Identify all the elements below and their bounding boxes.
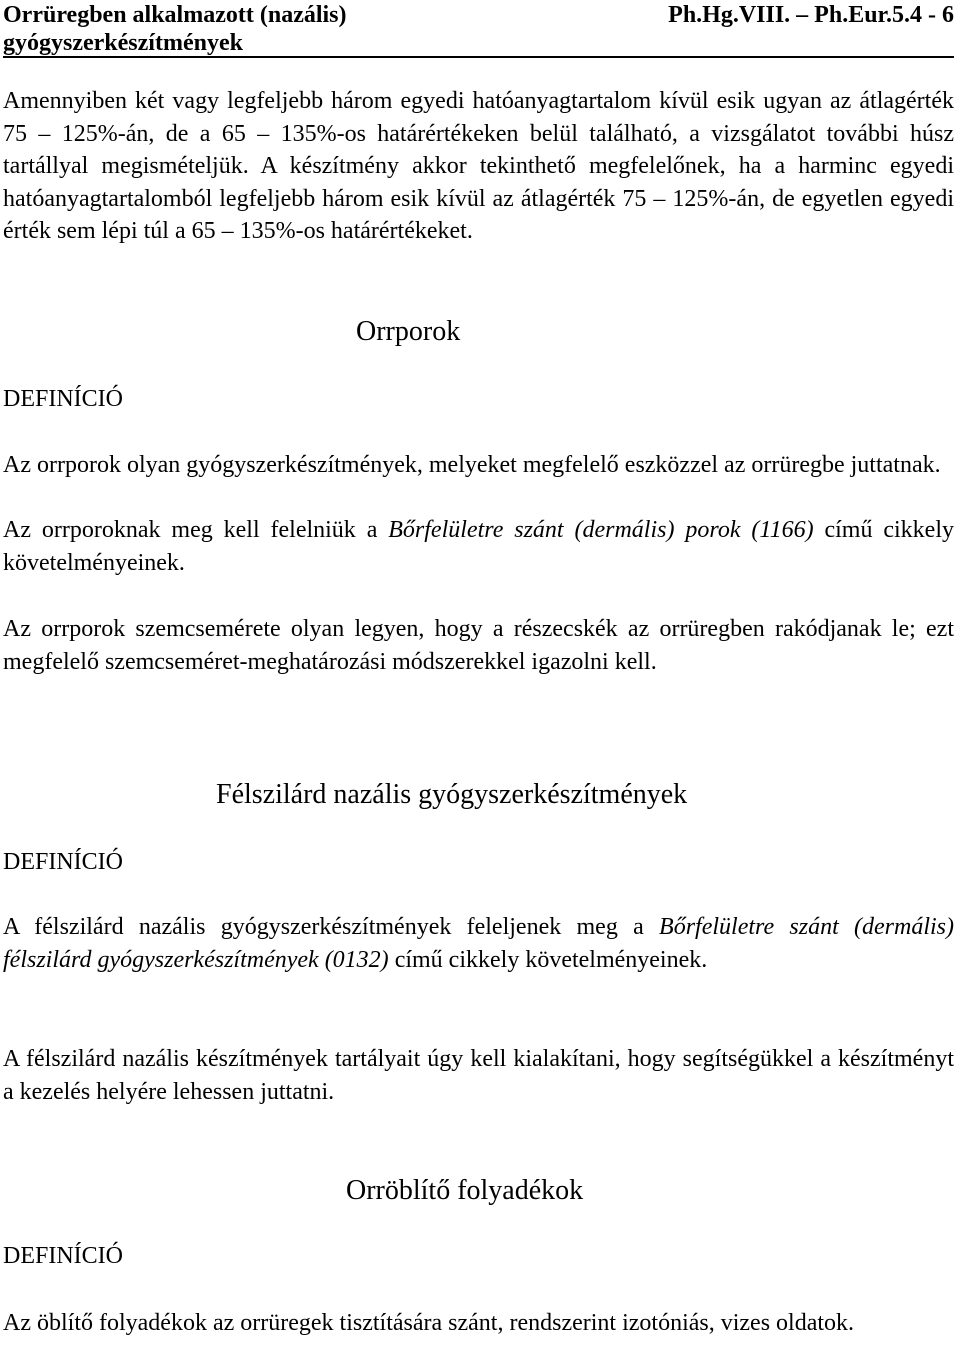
definition-label: DEFINÍCIÓ bbox=[3, 849, 123, 875]
orrporok-p2-text-end: című cikkely követelményeinek. bbox=[3, 517, 955, 576]
felszilard-p1-text-end: című cikkely követelményeinek. bbox=[388, 946, 708, 973]
orroblito-paragraph-1: Az öblítő folyadékok az orrüregek tisztítására szánt, rendszerint izotóniás, vizes oldatok. bbox=[3, 1310, 855, 1336]
felszilard-paragraph-1 bbox=[3, 911, 954, 976]
orrporok-paragraph-1: Az orrporok olyan gyógyszerkészítmények, melyeket megfelelő eszközzel az orrüregbe juttatnak. bbox=[3, 452, 941, 478]
page-header bbox=[3, 0, 954, 58]
section-heading-orrporok: Orrporok bbox=[356, 316, 461, 347]
header-title-line-2: gyógyszerkészítmények bbox=[3, 30, 243, 56]
header-title-line-1: Orrüregben alkalmazott (nazális) bbox=[3, 2, 347, 28]
section-heading-felszilard: Félszilárd nazális gyógyszerkészítmények bbox=[216, 779, 688, 810]
felszilard-p1-text-start: A félszilárd nazális gyógyszerkészítmények feleljenek meg a bbox=[3, 914, 660, 940]
intro-paragraph: Amennyiben két vagy legfeljebb három egyedi hatóanyagtartalom kívül esik ugyan az átlagérték 75 – 125%-án, de a 65 – 135%-os határértékeken belül található, a vizsgálatot további húsz tartállyal megismételjük. A készítmény akkor tekinthető megfelelőnek, ha a harminc egyedi hatóanyagtartalomból legfeljebb három esik kívül az átlagérték 75 – 125%-án, de egyetlen egyedi érték sem lépi túl a 65 – 135%-os határértékeket. bbox=[3, 88, 954, 244]
orrporok-p2-text-start: Az orrporoknak meg kell felelniük a bbox=[3, 517, 389, 543]
felszilard-paragraph-2: A félszilárd nazális készítmények tartályait úgy kell kialakítani, hogy segítségükkel a készítményt a kezelés helyére lehessen juttatni. bbox=[3, 1046, 954, 1105]
header-reference: Ph.Hg.VIII. – Ph.Eur.5.4 - 6 bbox=[668, 2, 954, 28]
orrporok-paragraph-2 bbox=[3, 514, 954, 579]
definition-label: DEFINÍCIÓ bbox=[3, 1243, 123, 1269]
section-heading-orroblito: Orröblítő folyadékok bbox=[346, 1175, 584, 1206]
orrporok-p2-reference: Bőrfelületre szánt (dermális) porok (1166) bbox=[388, 517, 814, 543]
definition-label: DEFINÍCIÓ bbox=[3, 386, 123, 412]
orrporok-paragraph-3: Az orrporok szemcsemérete olyan legyen, hogy a részecskék az orrüregben rakódjanak le; ezt megfelelő szemcseméret-meghatározási módszerekkel igazolni kell. bbox=[3, 616, 954, 675]
felszilard-p1-reference: Bőrfelületre szánt (dermális) félszilárd gyógyszerkészítmények (0132) bbox=[3, 914, 954, 973]
